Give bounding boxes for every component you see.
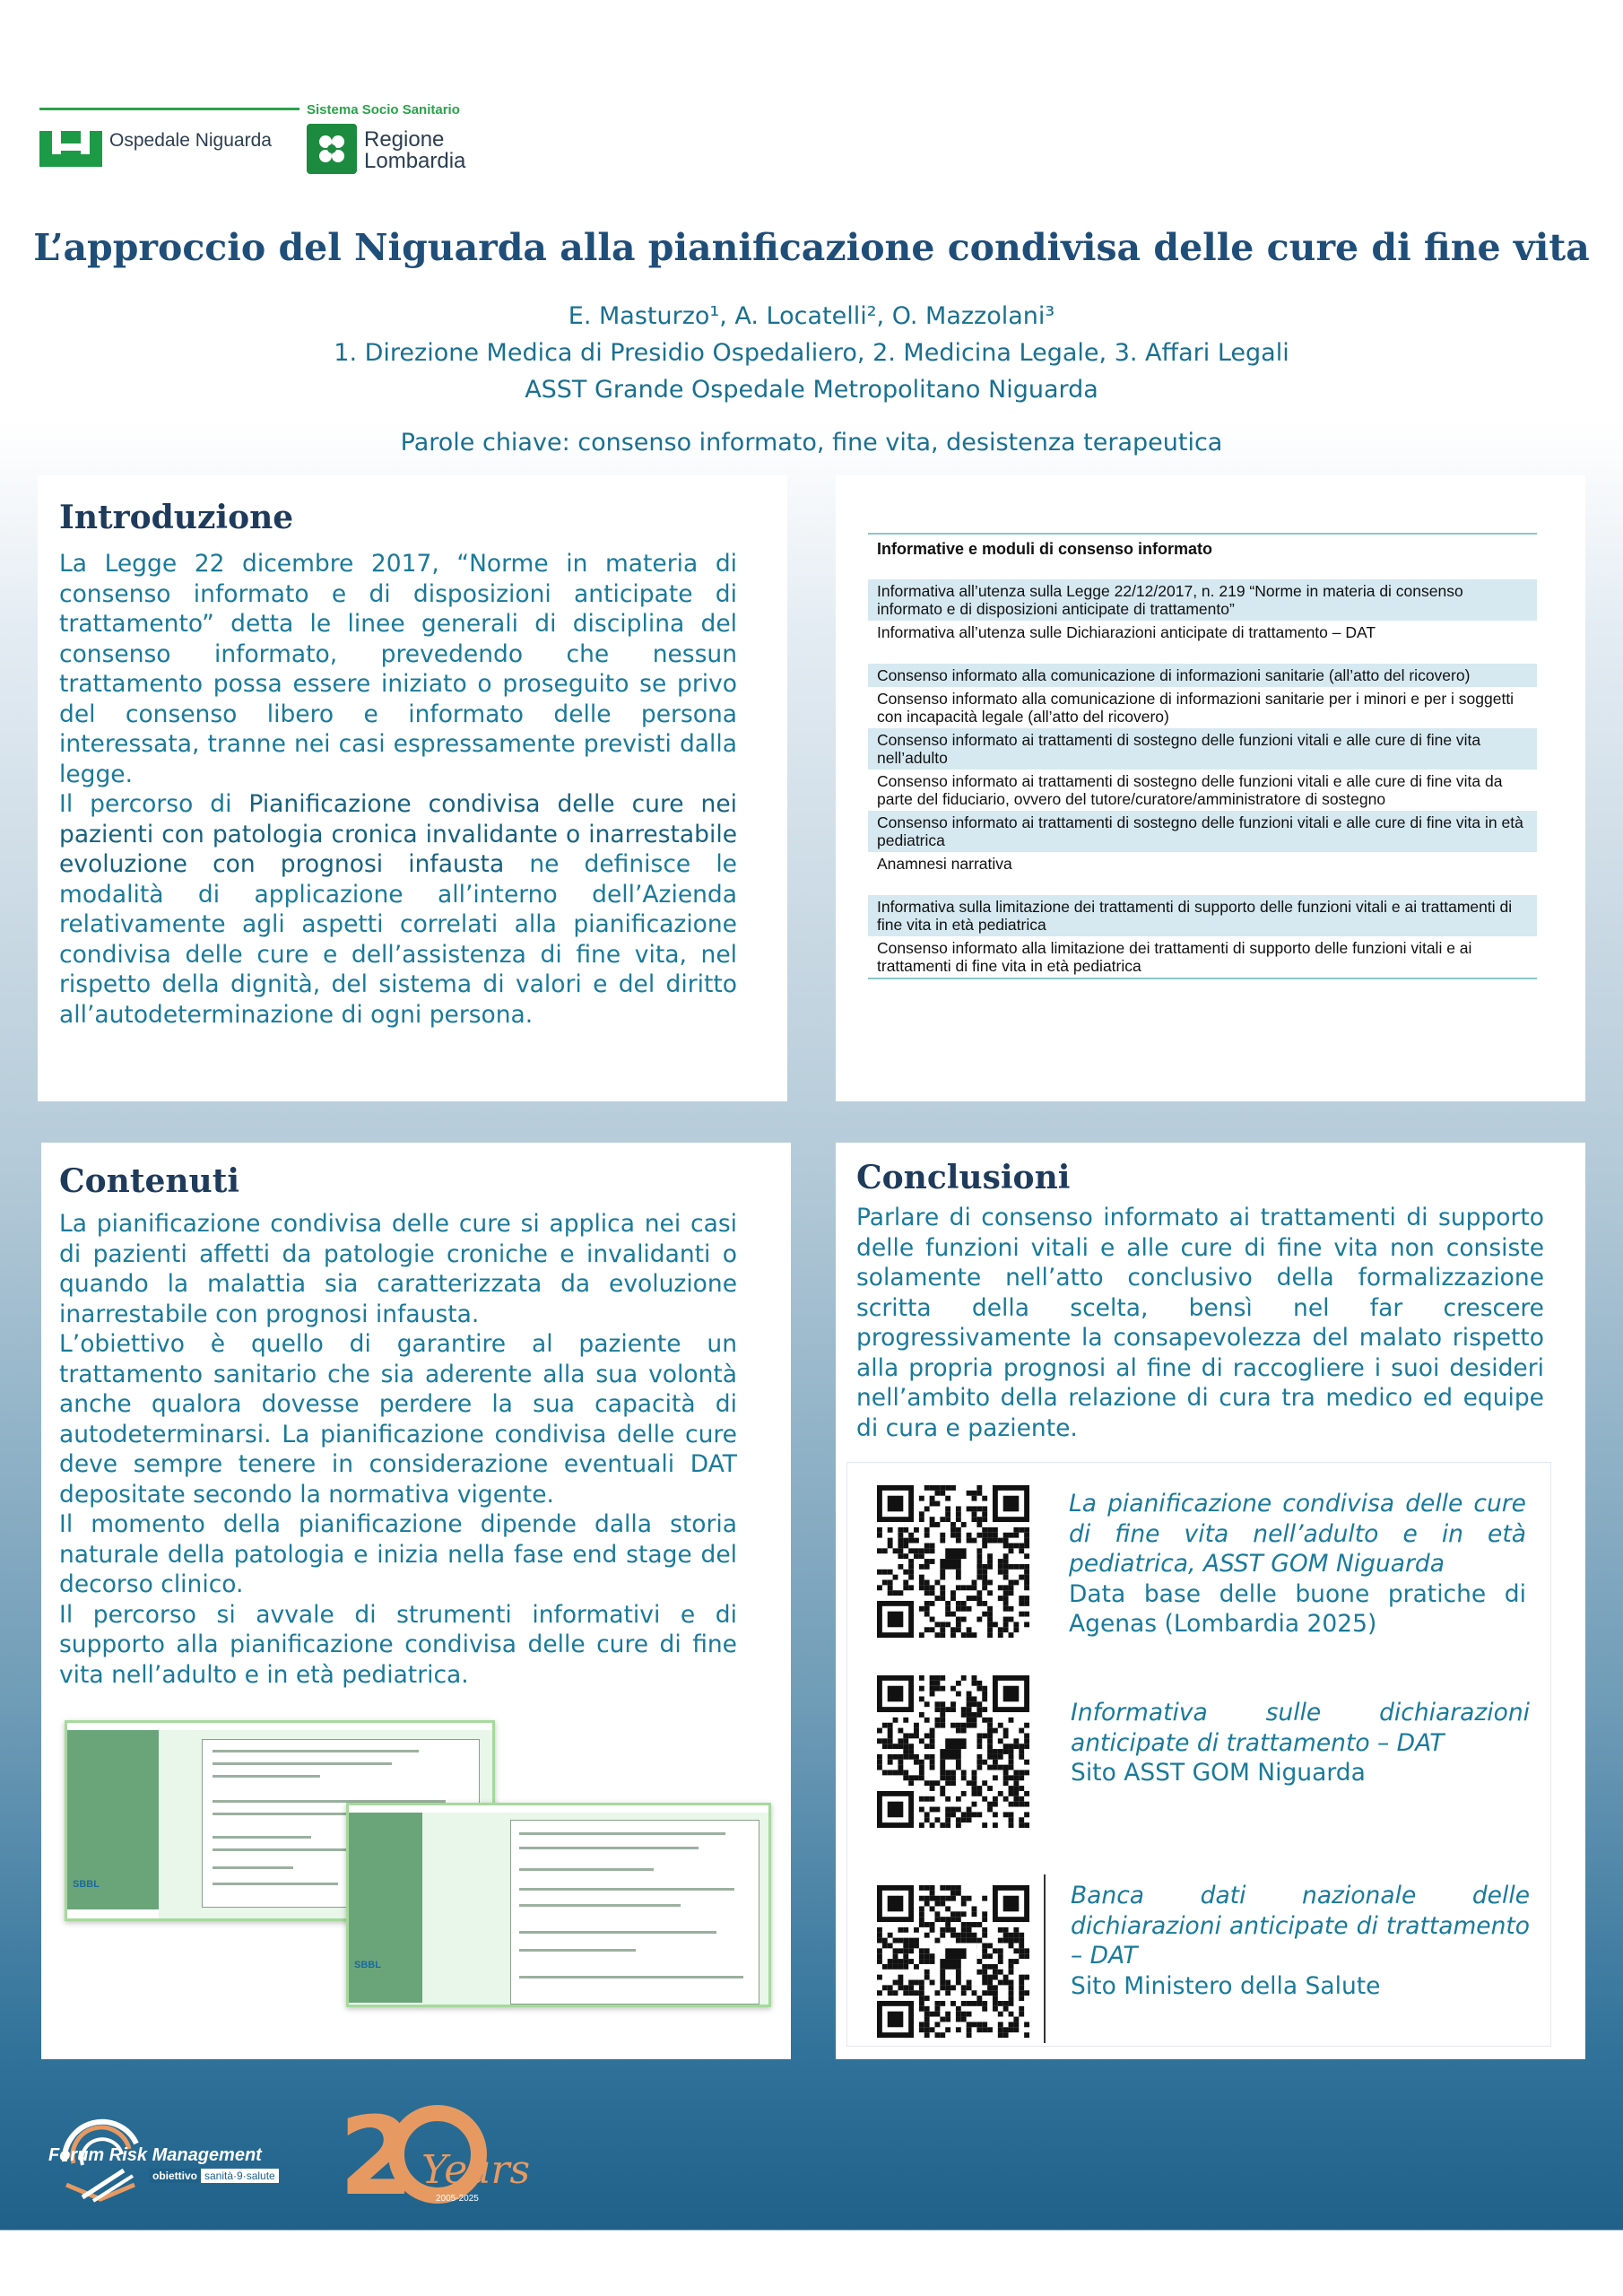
lombardia-line2: Lombardia (364, 149, 466, 173)
consent-forms-table (868, 533, 1537, 979)
forum-tag-salute: sanità·9·salute (201, 2169, 279, 2183)
table-row: Consenso informato alla comunicazione di informazioni sanitarie per i minori e per i soggetti con incapacità legale (all’atto del ricovero) (877, 690, 1515, 726)
institution-line: ASST Grande Ospedale Metropolitano Niguarda (525, 376, 1098, 404)
contenuti-paragraph-3: Il momento della pianificazione dipende dalla storia naturale della patologia e inizia nella fase end stage del decorso clinico. (59, 1510, 737, 1598)
table-row: Consenso informato alla comunicazione di informazioni sanitarie (all’atto del ricovero) (868, 664, 1537, 687)
table-row: Consenso informato ai trattamenti di sostegno delle funzioni vitali e alle cure di fine vita da parte del fiduciario, ovvero del tutore/curatore/amministratore di sostegno (877, 772, 1503, 808)
lombardia-logo-icon (307, 124, 357, 174)
niguarda-logo-icon (39, 131, 102, 167)
years-range: 2005-2025 (436, 2194, 479, 2204)
intro-heading: Introduzione (59, 499, 294, 536)
lombardia-subtitle: Sistema Socio Sanitario (307, 102, 460, 117)
reference-1[interactable] (1069, 1489, 1526, 1639)
intro-body (59, 549, 737, 1030)
table-row: Consenso informato ai trattamenti di sostegno delle funzioni vitali e alle cure di fine vita in età pediatrica (868, 811, 1537, 852)
reference-2[interactable] (1071, 1698, 1530, 1788)
reference-1-source: Data base delle buone pratiche di Agenas (Lombardia 2025) (1069, 1579, 1526, 1638)
contenuti-body (59, 1209, 737, 1690)
shot-logo-text: SBBL (73, 1879, 100, 1890)
reference-1-title: La pianificazione condivisa delle cure di fine vita nell’adulto e in età pediatrica, ASST GOM Niguarda (1069, 1490, 1526, 1578)
intro-paragraph-2 (59, 789, 737, 1030)
keywords-line: Parole chiave: consenso informato, fine vita, desistenza terapeutica (400, 429, 1223, 457)
table-row: Consenso informato alla limitazione dei trattamenti di supporto delle funzioni vitali e ai trattamenti di fine vita in età pediatrica (868, 936, 1537, 979)
intro-p2-highlight: Pianificazione condivisa delle cure nei pazienti con patologia cronica invalidante o inarrestabile evoluzione con prognosi infausta (59, 790, 737, 878)
years-word: Years (421, 2147, 531, 2193)
contenuti-heading: Contenuti (59, 1162, 240, 1200)
conclusioni-heading: Conclusioni (856, 1159, 1071, 1196)
svg-text:2: 2 (339, 2095, 414, 2212)
conclusioni-paragraph: Parlare di consenso informato ai trattamenti di supporto delle funzioni vitali e alle cure di fine vita non consiste solamente nell’atto conclusivo della formalizzazione scritta della scelta, bensì nel far crescere progressivamente la consapevolezza del malato rispetto alla propria prognosi al fine di raccogliere i suoi desideri nell’ambito della relazione di cura tra medico ed equipe di cura e paziente. (856, 1204, 1544, 1442)
qr-code-icon[interactable] (872, 1675, 1035, 1828)
reference-3-source: Sito Ministero della Salute (1071, 1971, 1381, 2000)
table-row: Anamnesi narrativa (877, 855, 1012, 873)
table-row: Informativa all’utenza sulle Dichiarazioni anticipate di trattamento – DAT (877, 623, 1376, 641)
niguarda-logo-text: Ospedale Niguarda (109, 130, 272, 151)
reference-3-title: Banca dati nazionale delle dichiarazioni anticipate di trattamento – DAT (1071, 1882, 1530, 1970)
reference-3[interactable] (1071, 1881, 1530, 2001)
table-row: Informativa all’utenza sulla Legge 22/12/2017, n. 219 “Norme in materia di consenso informato e di disposizioni anticipate di trattamento” (868, 579, 1537, 621)
conclusioni-body (856, 1203, 1544, 1443)
shot-logo-text: SBBL (354, 1960, 381, 1970)
table-header: Informative e moduli di consenso informato (868, 533, 1537, 560)
table-row: Informativa sulla limitazione dei trattamenti di supporto delle funzioni vitali e ai trattamenti di fine vita in età pediatrica (868, 895, 1537, 936)
intro-paragraph-1: La Legge 22 dicembre 2017, “Norme in materia di consenso informato e di disposizioni anticipate di trattamento” detta le linee generali di disciplina del consenso informato, prevedendo che nessun trattamento possa essere iniziato o proseguito se privo del consenso libero e informato delle persona interessata, tranne nei casi espressamente previsti dalla legge. (59, 550, 737, 788)
contenuti-paragraph-1: La pianificazione condivisa delle cure si applica nei casi di pazienti affetti da patologie croniche e invalidanti o quando la malattia sia caratterizzata da evoluzione inarrestabile con prognosi infausta. (59, 1210, 737, 1328)
contenuti-paragraph-2: L’obiettivo è quello di garantire al paziente un trattamento sanitario che sia aderente alla sua volontà anche qualora dovesse perdere la sua capacità di autodeterminarsi. La pianificazione condivisa delle cure deve sempre tenere in considerazione eventuali DAT depositate secondo la normativa vigente. (59, 1330, 737, 1509)
forum-tag-obiettivo: obiettivo (149, 2169, 201, 2183)
intro-p2-start: Il percorso di (59, 790, 249, 818)
reference-2-source: Sito ASST GOM Niguarda (1071, 1759, 1366, 1787)
contenuti-paragraph-4: Il percorso si avvale di strumenti informativi e di supporto alla pianificazione condivisa delle cure di fine vita nell’adulto e in età pediatrica. (59, 1600, 737, 1689)
intro-p2-end: ne definisce le modalità di applicazione all’interno dell’Azienda relativamente agli aspetti correlati alla pianificazione condivisa delle cure e dell’assistenza di fine vita, nel rispetto della dignità, del sistema di valori e del diritto all’autodeterminazione di ogni persona. (59, 850, 737, 1029)
reference-2-title: Informativa sulle dichiarazioni anticipate di trattamento – DAT (1071, 1699, 1530, 1757)
forum-tagline (149, 2169, 279, 2183)
poster-title: L’approccio del Niguarda alla pianificazione condivisa delle cure di fine vita (33, 226, 1590, 269)
forum-risk-management-title: Forum Risk Management (48, 2145, 262, 2165)
form-screenshot-pediatric (346, 1803, 771, 2007)
qr-code-icon[interactable] (872, 1485, 1035, 1638)
table-row: Consenso informato ai trattamenti di sostegno delle funzioni vitali e alle cure di fine vita nell’adulto (868, 728, 1537, 770)
reference-divider (1044, 1874, 1046, 2043)
authors-line: E. Masturzo¹, A. Locatelli², O. Mazzolani³ (568, 302, 1055, 330)
lombardia-logo-text (364, 129, 465, 172)
qr-code-icon[interactable] (872, 1885, 1035, 2038)
affiliations-line: 1. Direzione Medica di Presidio Ospedaliero, 2. Medicina Legale, 3. Affari Legali (334, 339, 1289, 367)
lombardia-line1: Regione (364, 127, 445, 152)
niguarda-logo-rule (39, 108, 299, 110)
